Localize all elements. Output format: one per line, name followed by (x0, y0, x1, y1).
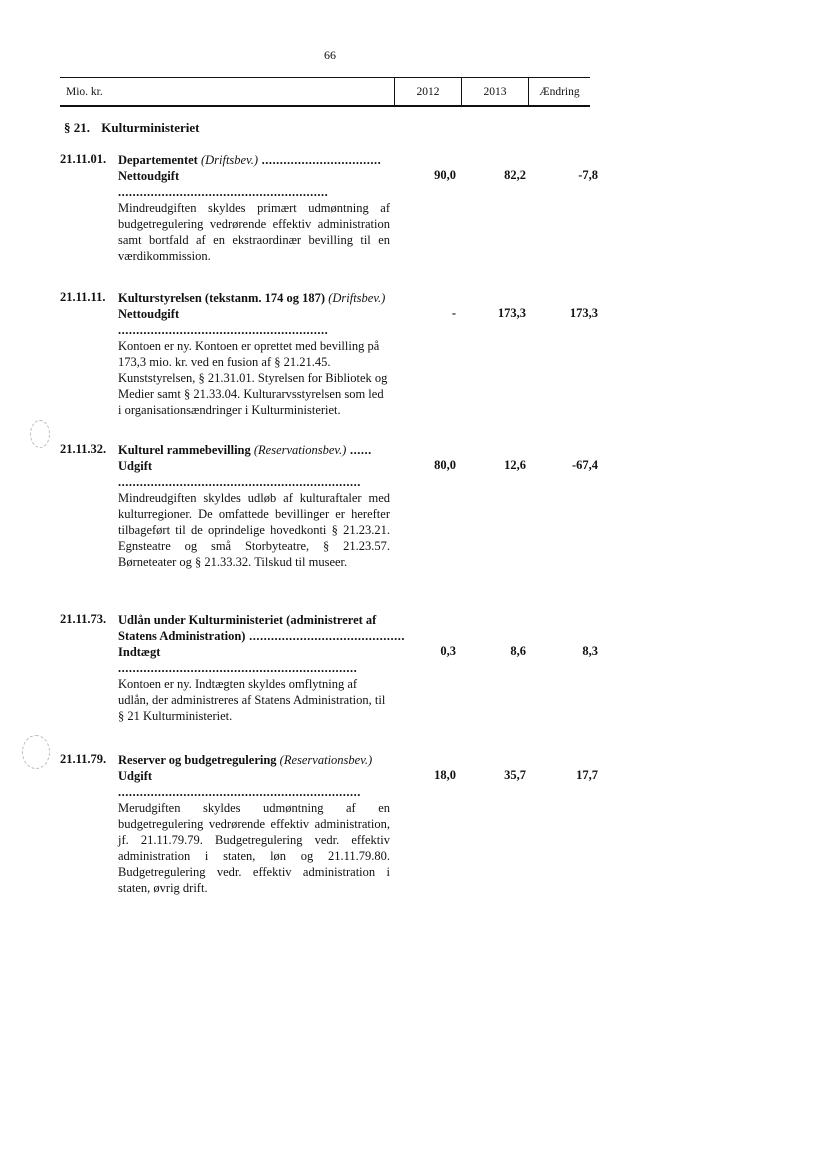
entry-code: 21.11.11. (60, 290, 106, 304)
budget-entry-21-11-11 (60, 290, 600, 418)
budget-entry-21-11-01 (60, 152, 600, 264)
section-heading (64, 120, 199, 136)
entry-values (400, 306, 600, 321)
section-number: § 21. (64, 120, 90, 135)
entry-description: Kontoen er ny. Indtægten skyldes omflytning af udlån, der administreres af Statens Administration, til § 21 Kulturministeriet. (118, 677, 386, 723)
header-col-change: Ændring (539, 85, 580, 98)
entry-title: Departementet (Driftsbev.) ................................. (118, 153, 382, 167)
entry-line-label: Udgift ................................................................... (118, 769, 361, 799)
value-2012: 18,0 (434, 768, 456, 782)
entry-code: 21.11.01. (60, 152, 107, 166)
value-2012: 80,0 (434, 458, 456, 472)
value-change: 17,7 (576, 768, 598, 782)
punch-hole-mark (30, 420, 50, 448)
value-2013: 35,7 (504, 768, 526, 782)
entry-code: 21.11.73. (60, 612, 107, 626)
budget-entry-21-11-79 (60, 752, 600, 896)
entry-title: Udlån under Kulturministeriet (administreret af Statens Administration) ........................................... (118, 613, 405, 643)
header-col-2013: 2013 (462, 78, 529, 105)
value-2012: 90,0 (434, 168, 456, 182)
entry-code: 21.11.79. (60, 752, 107, 766)
entry-title: Kulturstyrelsen (tekstanm. 174 og 187) (Driftsbev.) (118, 291, 386, 305)
value-2012: - (451, 306, 456, 320)
page-number: 66 (324, 48, 336, 62)
entry-line-label: Udgift ................................................................... (118, 459, 361, 489)
entry-line-label: Nettoudgift .......................................................... (118, 169, 329, 199)
value-2013: 173,3 (497, 306, 526, 320)
section-title: Kulturministeriet (101, 120, 200, 135)
entry-values (400, 168, 600, 183)
budget-entry-21-11-73 (60, 612, 600, 724)
entry-line-label: Nettoudgift .......................................................... (118, 307, 329, 337)
value-2013: 8,6 (510, 644, 526, 658)
entry-title: Kulturel rammebevilling (Reservationsbev.) ...... (118, 443, 372, 457)
value-change: -7,8 (578, 168, 598, 182)
entry-description: Mindreudgiften skyldes primært udmøntning af budgetregulering vedrørende effektiv administration samt bortfald af en ekstraordinær bevilling til en værdikommission. (118, 201, 390, 263)
entry-description: Mindreudgiften skyldes udløb af kulturaftaler med kulturregioner. De omfattede bevillinger er herefter tilbageført til de oprindelige hovedkonti § 21.23.21. Egnsteatre og små Storbyteatre, § 21.23.57. Børneteater og § 21.33.32. Tilskud til museer. (118, 491, 390, 569)
punch-hole-mark (22, 735, 50, 769)
entry-description: Kontoen er ny. Kontoen er oprettet med bevilling på 173,3 mio. kr. ved en fusion af § 21.21.45. Kunststyrelsen, § 21.31.01. Styrelsen for Bibliotek og Medier samt § 21.33.04. Kulturarvsstyrelsen som led i organisationsændringer i Kulturministeriet. (118, 339, 388, 417)
entry-values (400, 768, 600, 783)
value-change: 8,3 (582, 644, 598, 658)
entry-line-label: Indtægt .................................................................. (118, 645, 358, 675)
value-change: 173,3 (569, 306, 598, 320)
header-unit-label: Mio. kr. (60, 78, 395, 105)
value-2013: 12,6 (504, 458, 526, 472)
entry-description: Merudgiften skyldes udmøntning af en budgetregulering vedrørende effektiv administration, jf. 21.11.79.79. Budgetregulering vedr. effektiv administration i staten, løn og 21.11.79.80. Budgetregulering vedr. effektiv administration i staten, øvrig drift. (118, 801, 390, 895)
entry-title: Reserver og budgetregulering (Reservationsbev.) (118, 753, 373, 767)
value-2013: 82,2 (504, 168, 526, 182)
budget-entry-21-11-32 (60, 442, 600, 570)
value-change: -67,4 (571, 458, 598, 472)
entry-values (400, 458, 600, 473)
entry-values (400, 644, 600, 659)
value-2012: 0,3 (440, 644, 456, 658)
table-header (60, 77, 590, 107)
header-col-2012: 2012 (395, 78, 462, 105)
entry-code: 21.11.32. (60, 442, 107, 456)
